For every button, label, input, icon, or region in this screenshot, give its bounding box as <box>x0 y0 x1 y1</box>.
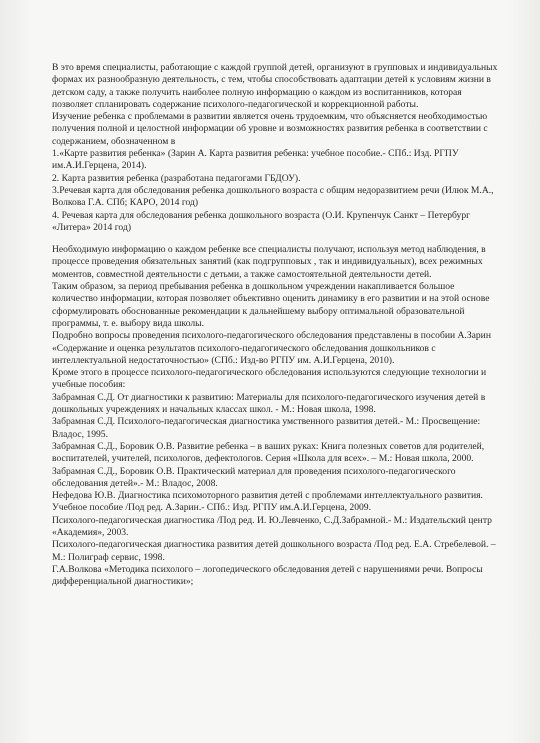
list-item: 4. Речевая карта для обследования ребенка дошкольного возраста (О.И. Крупенчук Санкт – Петербург «Литера» 2014 год) <box>52 209 471 233</box>
paragraph: Изучение ребенка с проблемами в развитии является очень трудоемким, что объясняется необходимостью получения полной и целостной информации об уровне и возможностях развития ребенка в соответствии с содержанием, обозначенном в <box>52 111 488 147</box>
reference-item: Забрамная С.Д., Боровик О.В. Развитие ребенка – в ваших руках: Книга полезных советов для родителей, воспитателей, учителей, психологов, дефектологов. Серия «Школа для всех». – М.: Новая школа, 2000. <box>52 440 485 465</box>
paragraph: В это время специалисты, работающие с каждой группой детей, организуют в групповых и индивидуальных формах их разнообразную деятельность, с тем, чтобы способствовать адаптации детей к условиям жизни в детском саду, а также получить наиболее полную информацию о каждом из воспитанников, которая позволяет спланировать содержание психолого-педагогической и коррекционной работы. <box>52 62 498 110</box>
reference-item: Психолого-педагогическая диагностика развития детей дошкольного возраста /Под ред. Е.А. Стребелевой. – М.: Полиграф сервис, 1998. <box>52 539 496 563</box>
reference-item: Нефедова Ю.В. Диагностика психомоторного развития детей с проблемами интеллектуального развития. Учебное пособие /Под ред. А.Зарин.- СПб.: Изд. РГПУ им.А.И.Герцена, 2009. <box>52 490 483 514</box>
reference-item: Психолого-педагогическая диагностика /Под ред. И. Ю.Левченко, С.Д.Забрамной.- М.: Издательский центр «Академия», 2003. <box>52 514 492 538</box>
text-block-1 <box>52 62 500 234</box>
text-block-2 <box>52 244 500 588</box>
paragraph: Необходимую информацию о каждом ребенке все специалисты получают, используя метод наблюдения, в процессе проведения обязательных занятий (как подгрупповых , так и индивидуальных), всех режимных моментов, совместной деятельности с детьми, а также самостоятельной деятельности детей. <box>52 244 486 280</box>
reference-item: Забрамная С.Д. От диагностики к развитию: Материалы для психолого-педагогического изучения детей в дошкольных учреждениях и начальных классах школ. - М.: Новая школа, 1998. <box>52 391 486 416</box>
paragraph: Подробно вопросы проведения психолого-педагогического обследования представлены в пособии А.Зарин «Содержание и оценка результатов психолого-педагогического обследования дошкольников с интеллектуальной недостаточностью» (СПб.: Изд-во РГПУ им. А.И.Герцена, 2010). <box>52 330 491 366</box>
list-item: 1.«Карте развития ребенка» (Зарин А. Карта развития ребенка: учебное пособие.- СПб.: Изд. РГПУ им.А.И.Герцена, 2014). <box>52 148 459 172</box>
reference-item: Забрамная С.Д., Боровик О.В. Практический материал для проведения психолого-педагогического обследования детей».- М.: Владос, 2008. <box>52 465 456 489</box>
reference-item: Г.А.Волкова «Методика психолого – логопедического обследования детей с нарушениями речи. Вопросы дифференциальной диагностики»; <box>52 563 483 588</box>
paragraph: Таким образом, за период пребывания ребенка в дошкольном учреждении накапливается большое количество информации, которая позволяет объективно оценить динамику в его развитии и на этой основе сформулировать обоснованные рекомендации к дальнейшему выбору оптимальной образовательной программы, т. е. выбору вида школы. <box>52 281 490 329</box>
list-item: 3.Речевая карта для обследования ребенка дошкольного возраста с общим недоразвитием речи (Илюк М.А., Волкова Г.А. СПб; КАРО, 2014 год) <box>52 184 494 209</box>
list-item: 2. Карта развития ребенка (разработана педагогами ГБДОУ). <box>52 172 301 184</box>
spacer <box>52 234 500 244</box>
paragraph: Кроме этого в процессе психолого-педагогического обследования используются следующие технологии и учебные пособия: <box>52 367 487 391</box>
reference-item: Забрамная С.Д. Психолого-педагогическая диагностика умственного развития детей.- М.: Просвещение: Владос, 1995. <box>52 416 481 440</box>
